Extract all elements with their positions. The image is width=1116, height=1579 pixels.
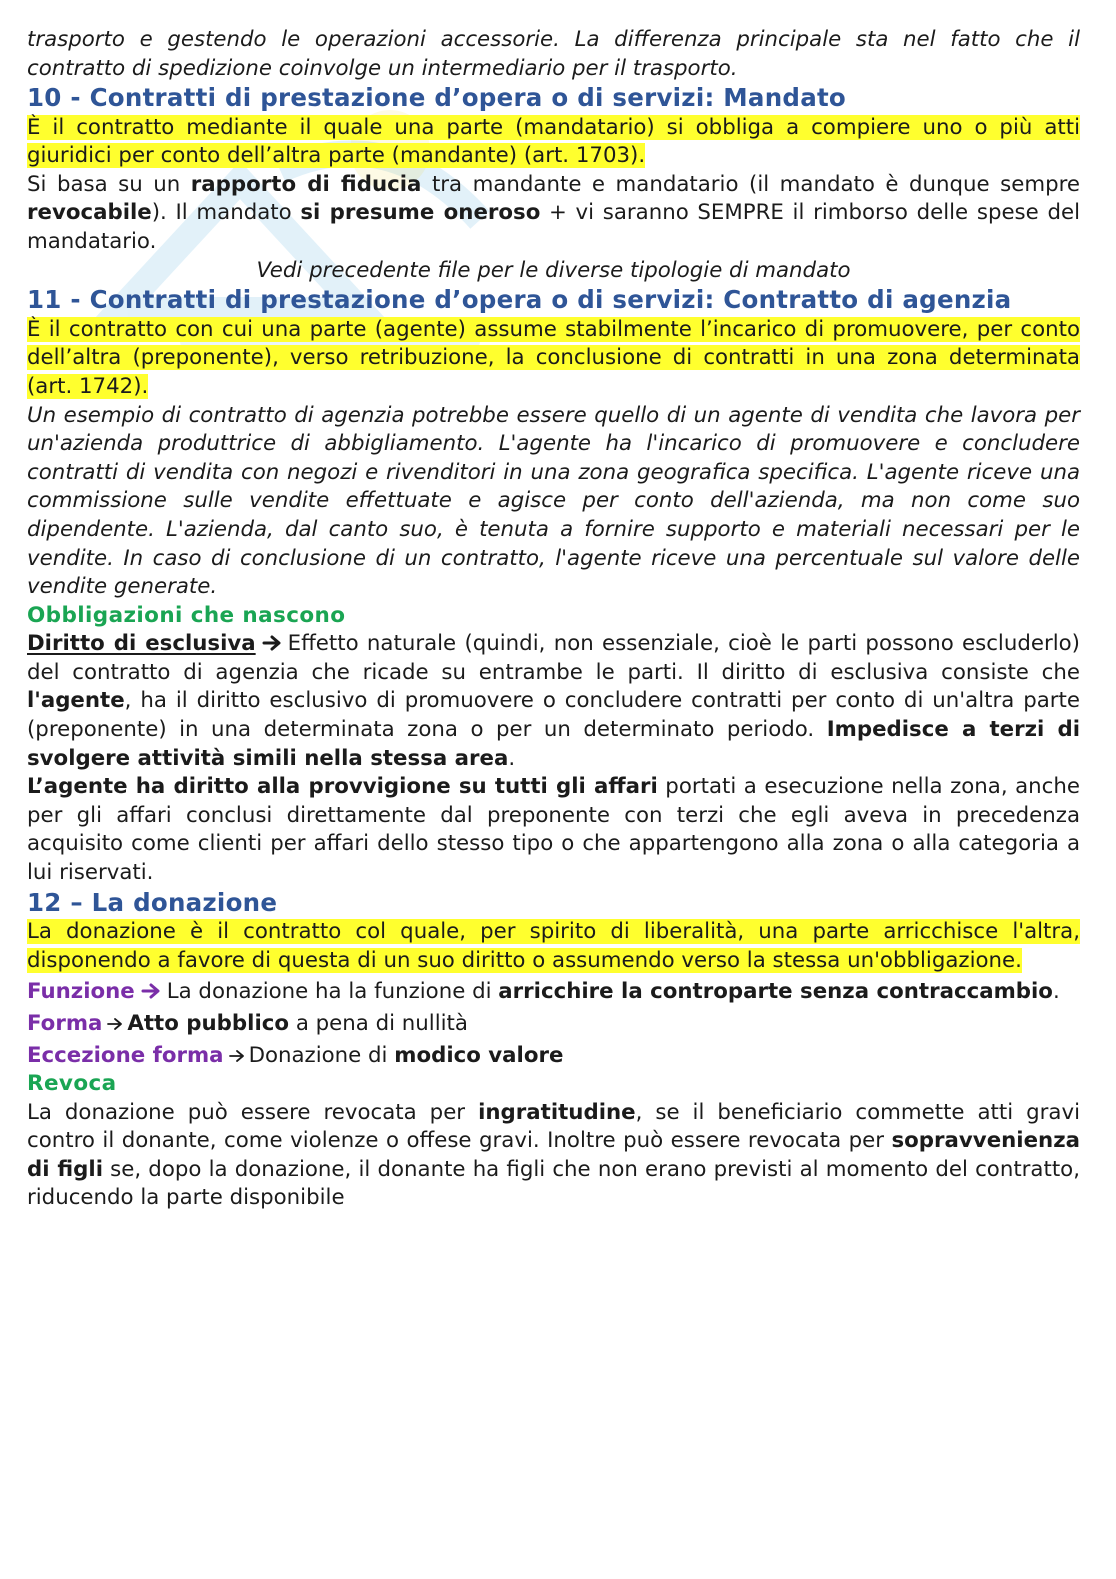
revoca-heading: Revoca — [27, 1071, 117, 1097]
eccezione-line — [27, 1042, 1080, 1071]
exclusivity-label: Diritto di esclusiva — [27, 631, 256, 657]
text: . — [508, 745, 516, 771]
bold-text: rapporto di fiducia — [190, 171, 422, 197]
bold-text: si presume oneroso — [300, 200, 541, 226]
section-11-heading: 11 - Contratti di prestazione d’opera o di servizi: Contratto di agenzia — [27, 285, 1012, 315]
text: tra mandante e mandatario (il mandato è dunque sempre — [431, 171, 1081, 197]
bold-text: ingratitudine — [478, 1099, 636, 1125]
text: Effetto naturale (quindi, non essenziale, cioè le parti possono escluderlo) del contratto di agenzia che ricade su entrambe le parti. Il diritto di esclusiva consiste che — [27, 631, 1080, 685]
mandato-note: Vedi precedente file per le diverse tipologie di mandato — [256, 257, 851, 283]
exclusivity-paragraph — [27, 630, 1080, 773]
intro-paragraph: trasporto e gestendo le operazioni accessorie. La differenza principale sta nel fatto che il contratto di spedizione coinvolge un intermediario per il trasporto. — [27, 27, 1080, 81]
donazione-definition — [27, 918, 1080, 975]
bold-text: Atto pubblico — [127, 1010, 290, 1036]
text: . — [1052, 979, 1060, 1005]
mandato-paragraph — [27, 171, 1080, 257]
text: portati a esecuzione nella zona, anche per gli affari conclusi direttamente dal preponente con terzi che egli aveva in precedenza acquisito come clienti per affari dello stesso tipo o che appartengono alla zona o alla categoria a lui riservati. — [27, 774, 1080, 886]
mandato-definition — [27, 114, 1080, 171]
text: se, dopo la donazione, il donante ha figli che non erano previsti al momento del contratto, riducendo la parte disponibile — [27, 1156, 1080, 1211]
agenzia-definition-text: È il contratto con cui una parte (agente) assume stabilmente l’incarico di promuovere, per conto dell’altra (preponente), verso retribuzione, la conclusione di contratti in una zona determinata (art. 1742). — [27, 316, 1080, 399]
bold-text: revocabile — [27, 200, 152, 226]
eccezione-label: Eccezione forma — [27, 1042, 224, 1068]
agenzia-example: Un esempio di contratto di agenzia potrebbe essere quello di un agente di vendita che lavora per un'azienda produttrice di abbigliamento. L'agente ha l'incarico di promuovere e concludere contratti di vendita con negozi e rivenditori in una zona geografica specifica. L'agente riceve una commissione sulle vendite effettuate e agisce per conto dell'azienda, ma non come suo dipendente. L'azienda, dal canto suo, è tenuta a fornire supporto e materiali necessari per le vendite. In caso di conclusione di un contratto, l'agente riceve una percentuale sul valore delle vendite generate. — [27, 402, 1080, 600]
funzione-label: Funzione — [27, 979, 135, 1005]
bold-text: sopravvenienza di figli — [27, 1128, 1080, 1182]
mandato-definition-text: È il contratto mediante il quale una parte (mandatario) si obbliga a compiere uno o più atti giuridici per conto dell’altra parte (mandante) (art. 1703). — [27, 114, 1080, 169]
bold-text: modico valore — [394, 1042, 564, 1068]
text: La donazione ha la funzione di — [166, 979, 492, 1005]
section-12-heading: 12 – La donazione — [27, 887, 278, 917]
document-page — [27, 26, 1080, 1213]
right-arrow-bold-icon — [262, 635, 284, 651]
donazione-definition-text: La donazione è il contratto col quale, per spirito di liberalità, una parte arricchisce l'altra, disponendo a favore di questa di un suo diritto o assumendo verso la stessa un'obbligazione. — [27, 919, 1080, 973]
text: + vi saranno SEMPRE il rimborso delle spese del mandatario. — [27, 200, 1080, 255]
revoca-paragraph — [27, 1099, 1080, 1213]
text: , se il beneficiario commette atti gravi contro il donante, come violenze o offese gravi. Inoltre può essere revocata per — [27, 1099, 1080, 1154]
text: a pena di nullità — [295, 1010, 468, 1036]
obligations-heading: Obbligazioni che nascono — [27, 602, 346, 628]
bold-text: l'agente — [27, 688, 125, 714]
text: Donazione di — [248, 1042, 388, 1068]
text: ). Il mandato — [151, 200, 292, 226]
bold-text: L’agente ha diritto alla provvigione su tutti gli affari — [27, 774, 658, 800]
right-arrow-bold-icon — [141, 983, 163, 999]
forma-line — [27, 1010, 1080, 1039]
agenzia-definition — [27, 316, 1080, 402]
text: La donazione può essere revocata per — [27, 1099, 466, 1125]
commission-paragraph — [27, 773, 1080, 887]
bold-text: arricchire la controparte senza contraccambio — [498, 979, 1053, 1005]
right-arrow-thin-icon — [228, 1049, 246, 1063]
right-arrow-thin-icon — [106, 1017, 124, 1031]
forma-label: Forma — [27, 1010, 103, 1036]
funzione-line — [27, 978, 1080, 1007]
bold-text: Impedisce a terzi di svolgere attività simili nella stessa area — [27, 717, 1080, 771]
text: Si basa su un — [27, 171, 181, 197]
section-10-heading: 10 - Contratti di prestazione d’opera o di servizi: Mandato — [27, 83, 847, 113]
text: , ha il diritto esclusivo di promuovere o concludere contratti per conto di un'altra parte (preponente) in una determinata zona o per un determinato periodo. — [27, 688, 1080, 743]
